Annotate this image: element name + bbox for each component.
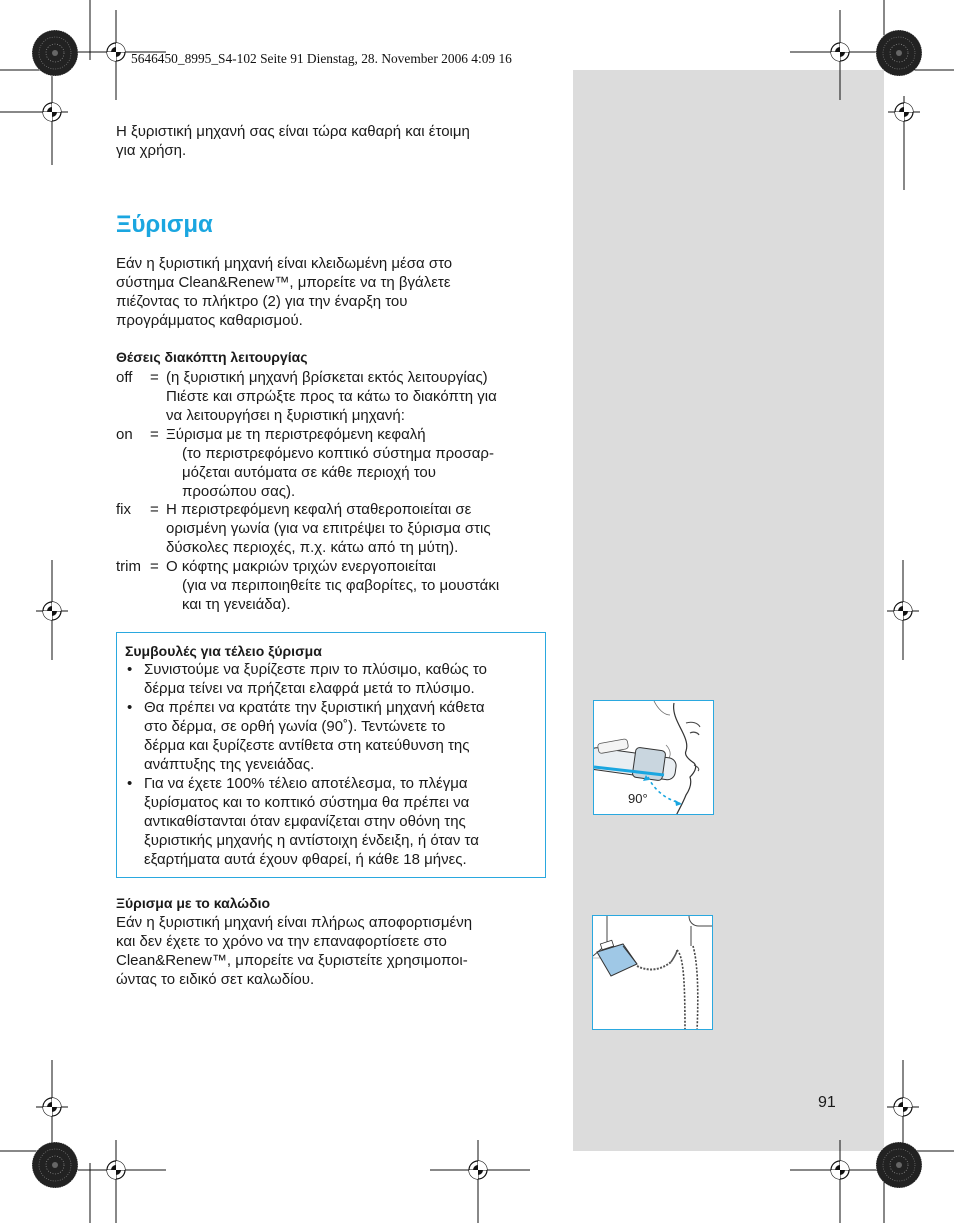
mode-line: μόζεται αυτόματα σε κάθε περιοχή του [182, 464, 436, 481]
mode-line: Ο κόφτης μακριών τριχών ενεργοποιείται [166, 558, 436, 575]
cord-line: Clean&Renew™, μπορείτε να ξυριστείτε χρησιμοποι- [116, 952, 468, 969]
print-info-header: 5646450_8995_S4-102 Seite 91 Dienstag, 28. November 2006 4:09 16 [131, 51, 512, 66]
bullet: • [127, 775, 133, 792]
intro-line: Η ξυριστική μηχανή σας είναι τώρα καθαρή και έτοιμη [116, 123, 470, 140]
mode-line: Η περιστρεφόμενη κεφαλή σταθεροποιείται σε [166, 501, 472, 518]
mode-eq: = [150, 558, 159, 575]
mode-key: trim [116, 558, 141, 575]
paragraph-line: Εάν η ξυριστική μηχανή είναι κλειδωμένη μέσα στο [116, 255, 453, 272]
mode-eq: = [150, 369, 159, 386]
tips-box [116, 632, 546, 878]
shaving-angle-illustration [593, 700, 714, 815]
shaving-angle-drawing [594, 701, 714, 815]
tip-line: ξυρίσματος και το κοπτικό σύστημα θα πρέπει να [144, 794, 470, 811]
tip-line: δέρμα τείνει να πρήζεται ελαφρά μετά το πλύσιμο. [144, 680, 475, 697]
angle-label: 90° [628, 791, 648, 806]
mode-line: Πιέστε και σπρώξτε προς τα κάτω το διακόπτη για [166, 388, 497, 405]
mode-eq: = [150, 501, 159, 518]
mode-key: fix [116, 501, 131, 518]
mode-key: on [116, 426, 133, 443]
page-number: 91 [818, 1094, 836, 1111]
mode-line: προσώπου σας). [182, 483, 296, 500]
mode-line: (για να περιποιηθείτε τις φαβορίτες, το μουστάκι [182, 577, 500, 594]
mode-line: να λειτουργήσει η ξυριστική μηχανή: [166, 407, 405, 424]
cord-line: ώντας το ειδικό σετ καλωδίου. [116, 971, 315, 988]
cord-paragraph [116, 913, 472, 989]
paragraph-line: σύστημα Clean&Renew™, μπορείτε να τη βγάλετε [116, 274, 451, 291]
section-paragraph [116, 254, 452, 330]
tip-line: στο δέρμα, σε ορθή γωνία (90˚). Τεντώνετε το [144, 718, 446, 735]
mode-key: off [116, 369, 133, 386]
tip-line: δέρμα και ξυρίζεστε αντίθετα στη κατεύθυνση της [144, 737, 470, 754]
switch-positions-title: Θέσεις διακόπτη λειτουργίας [116, 349, 308, 365]
tip-line: ξυριστικής μηχανής η αντίστοιχη ένδειξη, ή όταν τα [144, 832, 479, 849]
tip-line: εξαρτήματα αυτά έχουν φθαρεί, ή κάθε 18 μήνες. [144, 851, 467, 868]
shaver-cord-illustration [592, 915, 713, 1030]
tip-line: ανάπτυξης της γενειάδας. [144, 756, 315, 773]
tip-line: Για να έχετε 100% τέλειο αποτέλεσμα, το πλέγμα [144, 775, 468, 792]
mode-eq: = [150, 426, 159, 443]
section-title: Ξύρισμα [116, 211, 213, 238]
cord-line: και δεν έχετε το χρόνο να την επαναφορτίσετε στο [116, 933, 447, 950]
paragraph-line: πιέζοντας το πλήκτρο (2) για την έναρξη του [116, 293, 408, 310]
intro-line: για χρήση. [116, 142, 187, 159]
mode-line: και τη γενειάδα). [182, 596, 291, 613]
shaver-cord-drawing [593, 916, 713, 1030]
bullet: • [127, 699, 133, 716]
tip-line: Συνιστούμε να ξυρίζεστε πριν το πλύσιμο, καθώς το [144, 661, 487, 678]
paragraph-line: προγράμματος καθαρισμού. [116, 312, 303, 329]
mode-line: (το περιστρεφόμενο κοπτικό σύστημα προσαρ- [182, 445, 494, 462]
cord-line: Εάν η ξυριστική μηχανή είναι πλήρως αποφορτισμένη [116, 914, 473, 931]
cord-title: Ξύρισμα με το καλώδιο [116, 895, 271, 911]
intro-text [116, 122, 470, 160]
tips-title: Συμβουλές για τέλειο ξύρισμα [125, 643, 322, 659]
tip-line: Θα πρέπει να κρατάτε την ξυριστική μηχανή κάθετα [144, 699, 485, 716]
mode-line: δύσκολες περιοχές, π.χ. κάτω από τη μύτη). [166, 539, 459, 556]
tip-line: αντικαθίστανται όταν εμφανίζεται στην οθόνη της [144, 813, 466, 830]
mode-line: Ξύρισμα με τη περιστρεφόμενη κεφαλή [166, 426, 426, 443]
bullet: • [127, 661, 133, 678]
mode-line: (η ξυριστική μηχανή βρίσκεται εκτός λειτουργίας) [166, 369, 488, 386]
mode-line: ορισμένη γωνία (για να επιτρέψει το ξύρισμα στις [166, 520, 491, 537]
